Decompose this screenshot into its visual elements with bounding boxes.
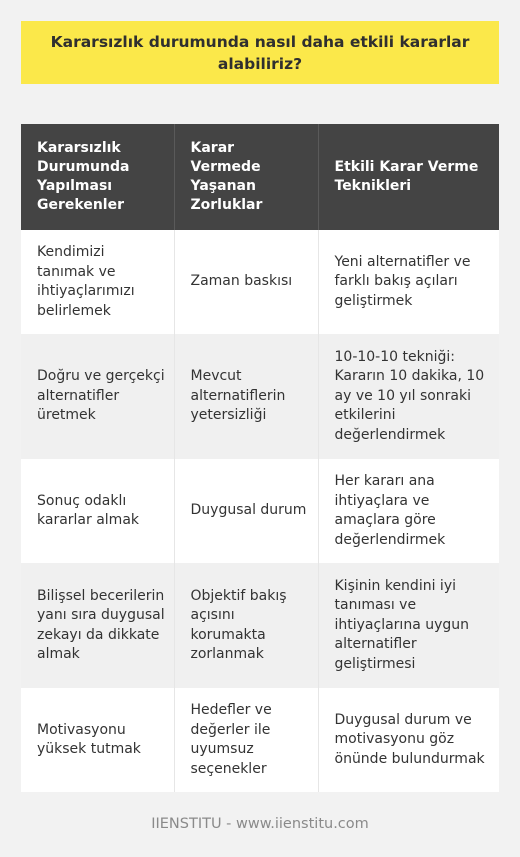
table-cell: Sonuç odaklı kararlar almak — [21, 459, 174, 563]
table-cell: Doğru ve gerçekçi alternatifler üretmek — [21, 334, 174, 459]
comparison-table — [21, 124, 499, 792]
table-cell: Mevcut alternatiflerin yetersizliği — [174, 334, 318, 459]
table-row — [21, 459, 499, 563]
footer-credit: IIENSTITU - www.iienstitu.com — [151, 816, 369, 832]
title-banner — [21, 21, 499, 84]
table-cell: Zaman baskısı — [174, 230, 318, 334]
table-cell: Duygusal durum ve motivasyonu göz önünde bulundurmak — [318, 688, 499, 792]
table-row — [21, 334, 499, 459]
header-cell-actions: Kararsızlık Durumunda Yapılması Gerekenler — [21, 124, 174, 230]
table-cell: Kendimizi tanımak ve ihtiyaçlarımızı belirlemek — [21, 230, 174, 334]
table-cell: Yeni alternatifler ve farklı bakış açıları geliştirmek — [318, 230, 499, 334]
page-title: Kararsızlık durumunda nasıl daha etkili kararlar alabiliriz? — [50, 32, 470, 73]
table-row — [21, 230, 499, 334]
header-cell-difficulties: Karar Vermede Yaşanan Zorluklar — [174, 124, 318, 230]
table-cell: Motivasyonu yüksek tutmak — [21, 688, 174, 792]
table-header-row — [21, 124, 499, 230]
header-cell-techniques: Etkili Karar Verme Teknikleri — [318, 124, 499, 230]
table-cell: Hedefler ve değerler ile uyumsuz seçenekler — [174, 688, 318, 792]
table-cell: 10-10-10 tekniği: Kararın 10 dakika, 10 ay ve 10 yıl sonraki etkilerini değerlendirmek — [318, 334, 499, 459]
table-cell: Kişinin kendini iyi tanıması ve ihtiyaçlarına uygun alternatifler geliştirmesi — [318, 563, 499, 688]
table-cell: Her kararı ana ihtiyaçlara ve amaçlara göre değerlendirmek — [318, 459, 499, 563]
table-cell: Bilişsel becerilerin yanı sıra duygusal zekayı da dikkate almak — [21, 563, 174, 688]
table-row — [21, 563, 499, 688]
table-row — [21, 688, 499, 792]
table-cell: Duygusal durum — [174, 459, 318, 563]
table-cell: Objektif bakış açısını korumakta zorlanmak — [174, 563, 318, 688]
